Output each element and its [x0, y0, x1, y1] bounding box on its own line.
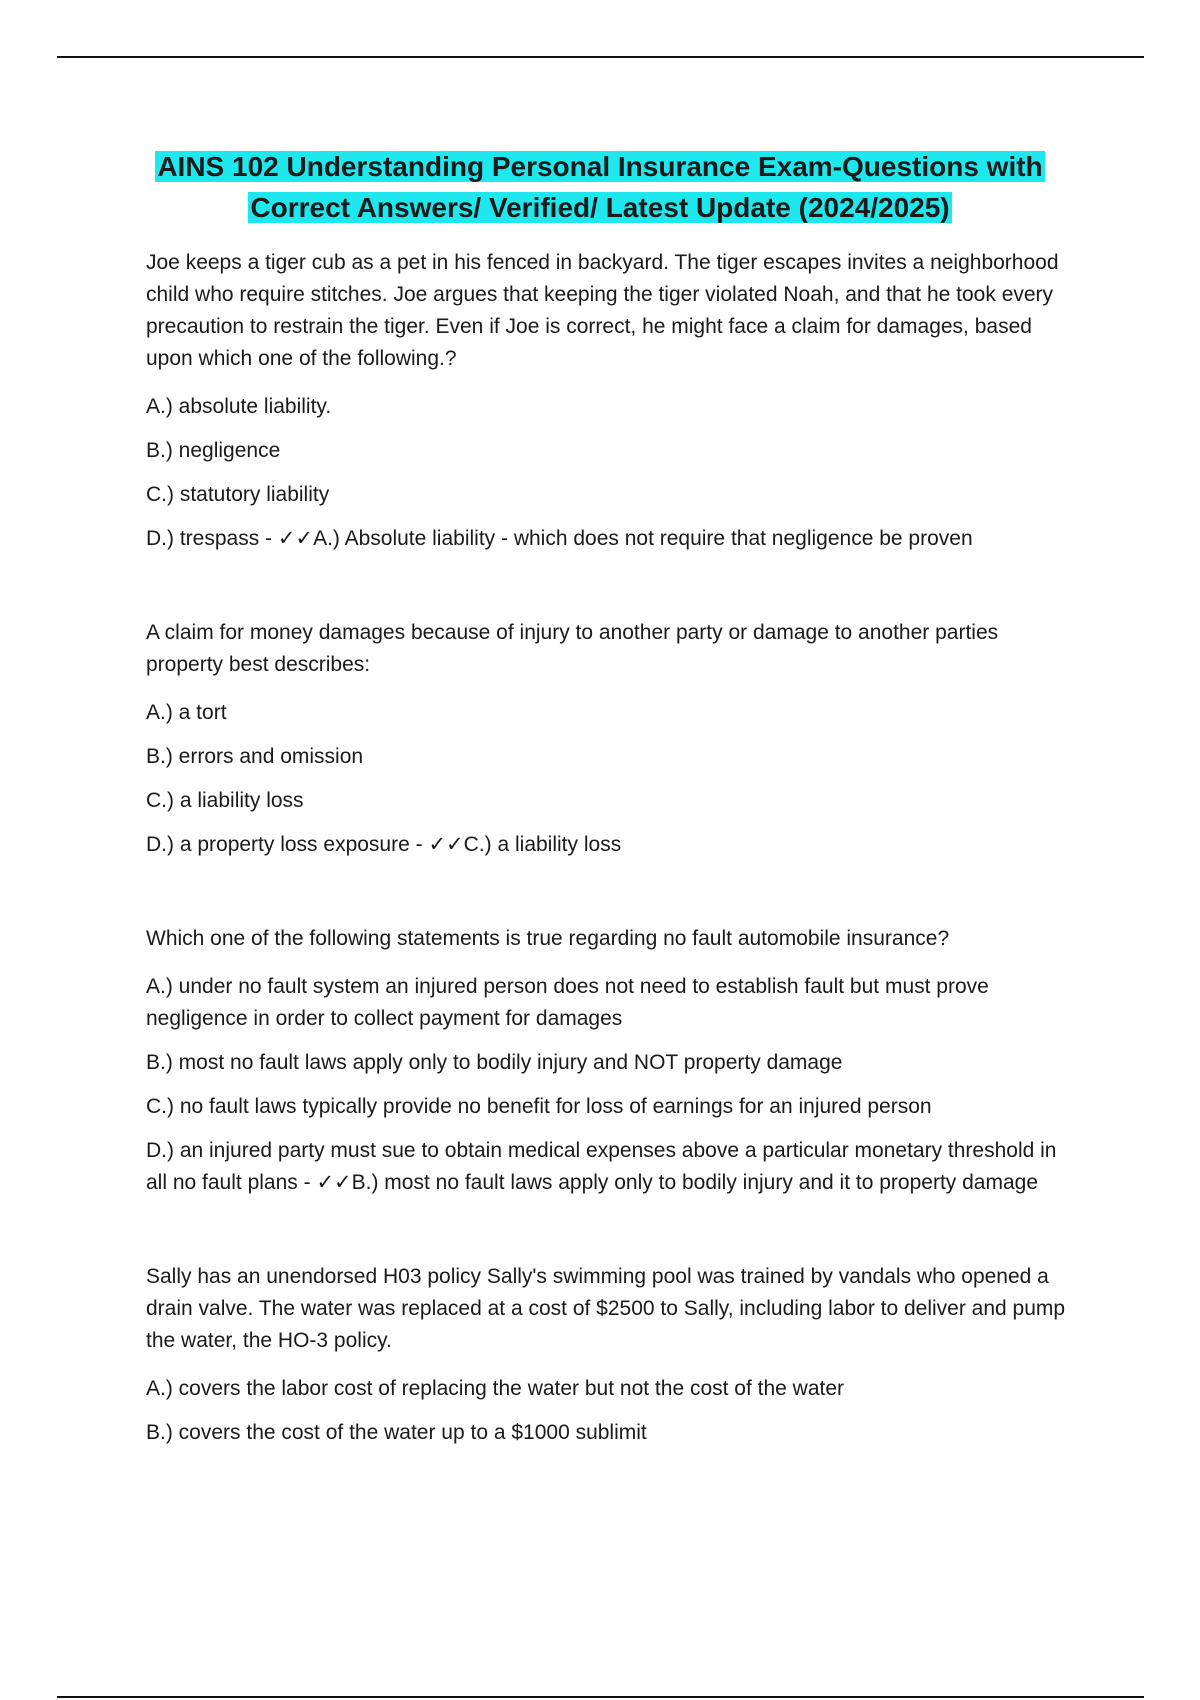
document-title	[100, 146, 1100, 228]
question-text: Joe keeps a tiger cub as a pet in his fenced in backyard. The tiger escapes invites a neighborhood child who require stitches. Joe argues that keeping the tiger violated Noah, and that he took every precaution to restrain the tiger. Even if Joe is correct, he might face a claim for damages, based upon which one of the following.?	[146, 251, 1059, 370]
question-text: Which one of the following statements is true regarding no fault automobile insurance?	[146, 927, 950, 950]
title-line-1: AINS 102 Understanding Personal Insurance Exam-Questions with	[157, 151, 1043, 182]
option-b: B.) covers the cost of the water up to a $1000 sublimit	[146, 1421, 647, 1444]
option-b: B.) most no fault laws apply only to bodily injury and NOT property damage	[146, 1051, 843, 1074]
checkmark-icon: ✓✓	[277, 527, 314, 550]
question-1	[146, 247, 1066, 555]
option-c: C.) a liability loss	[146, 789, 304, 812]
option-a: A.) a tort	[146, 701, 227, 724]
option-a: A.) under no fault system an injured person does not need to establish fault but must prove negligence in order to collect payment for damages	[146, 975, 989, 1030]
question-text: A claim for money damages because of injury to another party or damage to another parties property best describes:	[146, 621, 999, 676]
option-a: A.) absolute liability.	[146, 395, 332, 418]
checkmark-icon: ✓✓	[428, 833, 464, 856]
option-b: B.) errors and omission	[146, 745, 364, 768]
answer: C.) a liability loss	[463, 833, 622, 856]
bottom-rule	[57, 1696, 1144, 1698]
option-d: D.) a property loss exposure -	[146, 833, 429, 856]
question-2	[146, 617, 1066, 861]
title-line-2: Correct Answers/ Verified/ Latest Update (2024/2025)	[250, 192, 950, 223]
option-b: B.) negligence	[146, 439, 281, 462]
option-d-with-answer	[146, 1135, 1066, 1199]
option-d: D.) trespass -	[146, 527, 278, 550]
answer: B.) most no fault laws apply only to bodily injury and it to property damage	[351, 1171, 1038, 1194]
option-d: D.) an injured party must sue to obtain medical expenses above a particular monetary threshold in all no fault plans -	[146, 1139, 1057, 1194]
answer: A.) Absolute liability - which does not require that negligence be proven	[313, 527, 973, 550]
question-4	[146, 1261, 1066, 1449]
option-a: A.) covers the labor cost of replacing the water but not the cost of the water	[146, 1377, 845, 1400]
question-text: Sally has an unendorsed H03 policy Sally's swimming pool was trained by vandals who opened a drain valve. The water was replaced at a cost of $2500 to Sally, including labor to deliver and pump the water, the HO-3 policy.	[146, 1265, 1066, 1352]
top-rule	[57, 56, 1144, 58]
option-c: C.) statutory liability	[146, 483, 330, 506]
option-d-with-answer	[146, 829, 1066, 861]
option-c: C.) no fault laws typically provide no benefit for loss of earnings for an injured person	[146, 1095, 932, 1118]
checkmark-icon: ✓✓	[316, 1171, 352, 1194]
question-3	[146, 923, 1066, 1199]
option-d-with-answer	[146, 523, 1066, 555]
questions-list	[146, 247, 1066, 1449]
